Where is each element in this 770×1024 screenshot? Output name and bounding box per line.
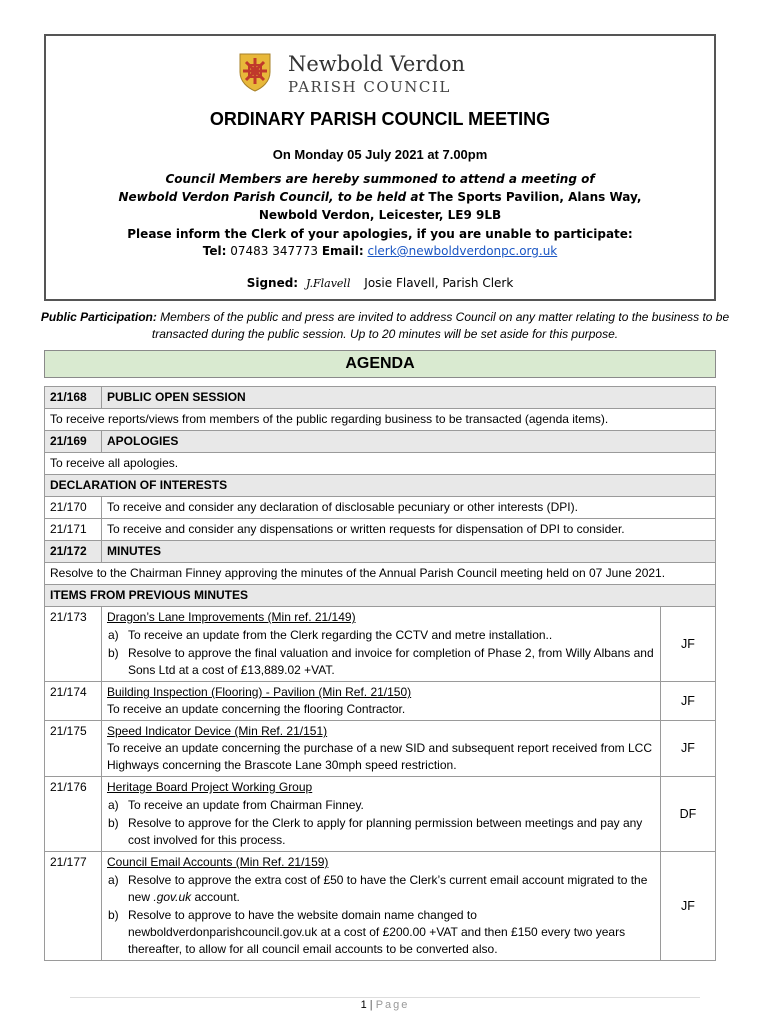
parish-logo (238, 52, 478, 96)
item-title: APOLOGIES (102, 431, 716, 453)
sub-item-text-italic: .gov.uk (153, 890, 192, 904)
page-footer (0, 999, 770, 1011)
sub-item-label: b) (108, 646, 119, 660)
parish-shield-icon (238, 52, 272, 92)
item-number: 21/168 (45, 387, 102, 409)
sub-item-label: a) (108, 873, 119, 887)
public-participation-label: Public Participation: (40, 310, 157, 324)
responsible-person: JF (661, 607, 716, 682)
sub-item-a (107, 627, 655, 644)
agenda-row-171 (45, 519, 716, 541)
agenda-row-177 (45, 852, 716, 961)
item-text: To receive and consider any dispensations or written requests for dispensation of DPI to consider. (102, 519, 716, 541)
meeting-title: ORDINARY PARISH COUNCIL MEETING (209, 109, 551, 129)
item-number: 21/175 (45, 721, 102, 777)
item-number: 21/176 (45, 777, 102, 852)
tel-number: 07483 347773 (226, 244, 322, 258)
item-title: Building Inspection (Flooring) - Pavilion (Min Ref. 21/150) (107, 685, 412, 699)
item-number: 21/172 (45, 541, 102, 563)
apologies-line: Please inform the Clerk of your apologies, if you are unable to participate: (127, 227, 633, 241)
sub-item-text-part: account. (191, 890, 240, 904)
sub-item-b (107, 645, 655, 679)
sub-item-label: a) (108, 628, 119, 642)
section-title: ITEMS FROM PREVIOUS MINUTES (45, 585, 716, 607)
sub-item-text: Resolve to approve to have the website domain name changed to newboldverdonparishcouncil.gov.uk at a cost of £200.00 +VAT and then £150 every two years thereafter, to allow for all council email accounts to be converted also. (128, 908, 626, 956)
sub-item-text: To receive an update from Chairman Finney. (128, 798, 364, 812)
item-body (102, 852, 661, 961)
sub-item-text: To receive an update from the Clerk regarding the CCTV and metre installation.. (128, 628, 553, 642)
item-title: Heritage Board Project Working Group (107, 780, 313, 794)
signed-label: Signed: (246, 276, 299, 290)
contact-line (46, 243, 714, 260)
logo-subtitle: PARISH COUNCIL (288, 78, 451, 96)
section-declaration-of-interests (45, 475, 716, 497)
item-number: 21/177 (45, 852, 102, 961)
page-label: Page (375, 999, 410, 1011)
item-number: 21/171 (45, 519, 102, 541)
tel-label: Tel: (202, 244, 227, 258)
summons-line-3: Newbold Verdon, Leicester, LE9 9LB (258, 208, 502, 222)
agenda-row-175 (45, 721, 716, 777)
item-title: Dragon’s Lane Improvements (Min ref. 21/149) (107, 610, 356, 624)
sub-item-label: b) (108, 816, 119, 830)
item-text: To receive an update concerning the purchase of a new SID and subsequent report received from LCC Highways concerning the Brascote Lane 30mph speed restriction. (107, 741, 652, 772)
agenda-row-169-header (45, 431, 716, 453)
item-number: 21/173 (45, 607, 102, 682)
sub-item-text-part: Resolve to approve the extra cost of £50 to have the Clerk’s current email account migrated to the new (128, 873, 648, 904)
item-text: To receive reports/views from members of the public regarding business to be transacted (agenda items). (45, 409, 716, 431)
item-body (102, 777, 661, 852)
item-body (102, 682, 661, 721)
agenda-table (44, 386, 716, 961)
item-text: To receive and consider any declaration of disclosable pecuniary or other interests (DPI). (102, 497, 716, 519)
item-title: Speed Indicator Device (Min Ref. 21/151) (107, 724, 328, 738)
signature: J.Flavell (305, 277, 351, 290)
logo-name: Newbold Verdon (288, 52, 466, 76)
apologies-info (46, 226, 714, 260)
sub-item-text: Resolve to approve the final valuation and invoice for completion of Phase 2, from Willy Albans and Sons Ltd at a cost of £13,889.02 +VAT. (128, 646, 654, 677)
sub-item-text: Resolve to approve for the Clerk to apply for planning permission between meetings and pay any cost involved for this process. (128, 816, 643, 847)
email-link[interactable]: clerk@newboldverdonpc.org.uk (367, 244, 558, 258)
item-number: 21/174 (45, 682, 102, 721)
page-number: 1 (360, 999, 367, 1011)
section-items-from-previous-minutes (45, 585, 716, 607)
agenda-row-170 (45, 497, 716, 519)
agenda-row-169-body (45, 453, 716, 475)
sub-item-a (107, 797, 655, 814)
item-number: 21/170 (45, 497, 102, 519)
responsible-person: JF (661, 721, 716, 777)
sub-item-text (128, 872, 655, 906)
email-label: Email: (321, 244, 364, 258)
sub-item-b (107, 907, 655, 958)
agenda-row-173 (45, 607, 716, 682)
responsible-person: JF (661, 852, 716, 961)
item-body (102, 721, 661, 777)
section-title: DECLARATION OF INTERESTS (45, 475, 716, 497)
agenda-row-168-header (45, 387, 716, 409)
signed-name: Josie Flavell, Parish Clerk (364, 276, 514, 290)
agenda-row-168-body (45, 409, 716, 431)
meeting-date: On Monday 05 July 2021 at 7.00pm (272, 147, 488, 162)
public-participation-text: Members of the public and press are invited to address Council on any matter relating to the business to be transacted during the public session. Up to 20 minutes will be set aside for this purpose. (151, 310, 730, 341)
public-participation (40, 309, 730, 343)
summons-line-2-italic: Newbold Verdon Parish Council, to be held at (118, 190, 425, 204)
agenda-row-172-header (45, 541, 716, 563)
agenda-row-172-body (45, 563, 716, 585)
item-text: To receive all apologies. (45, 453, 716, 475)
item-text: Resolve to the Chairman Finney approving the minutes of the Annual Parish Council meeting held on 07 June 2021. (45, 563, 716, 585)
sub-item-a (107, 872, 655, 906)
agenda-title: AGENDA (44, 350, 716, 378)
summons-line-1: Council Members are hereby summoned to attend a meeting of (165, 172, 595, 186)
header-box (44, 34, 716, 301)
agenda-row-174 (45, 682, 716, 721)
responsible-person: JF (661, 682, 716, 721)
responsible-person: DF (661, 777, 716, 852)
item-title: PUBLIC OPEN SESSION (102, 387, 716, 409)
item-title: MINUTES (102, 541, 716, 563)
sub-item-b (107, 815, 655, 849)
item-text: To receive an update concerning the flooring Contractor. (107, 702, 406, 716)
agenda-row-176 (45, 777, 716, 852)
summons-line-2-plain: The Sports Pavilion, Alans Way, (424, 190, 642, 204)
summons-line-2 (46, 188, 714, 206)
summons-text (46, 170, 714, 224)
signed-line (46, 276, 714, 290)
item-body (102, 607, 661, 682)
item-title: Council Email Accounts (Min Ref. 21/159) (107, 855, 329, 869)
footer-divider (70, 997, 700, 998)
sub-item-label: a) (108, 798, 119, 812)
sub-item-label: b) (108, 908, 119, 922)
item-number: 21/169 (45, 431, 102, 453)
page-separator: | (366, 999, 376, 1011)
